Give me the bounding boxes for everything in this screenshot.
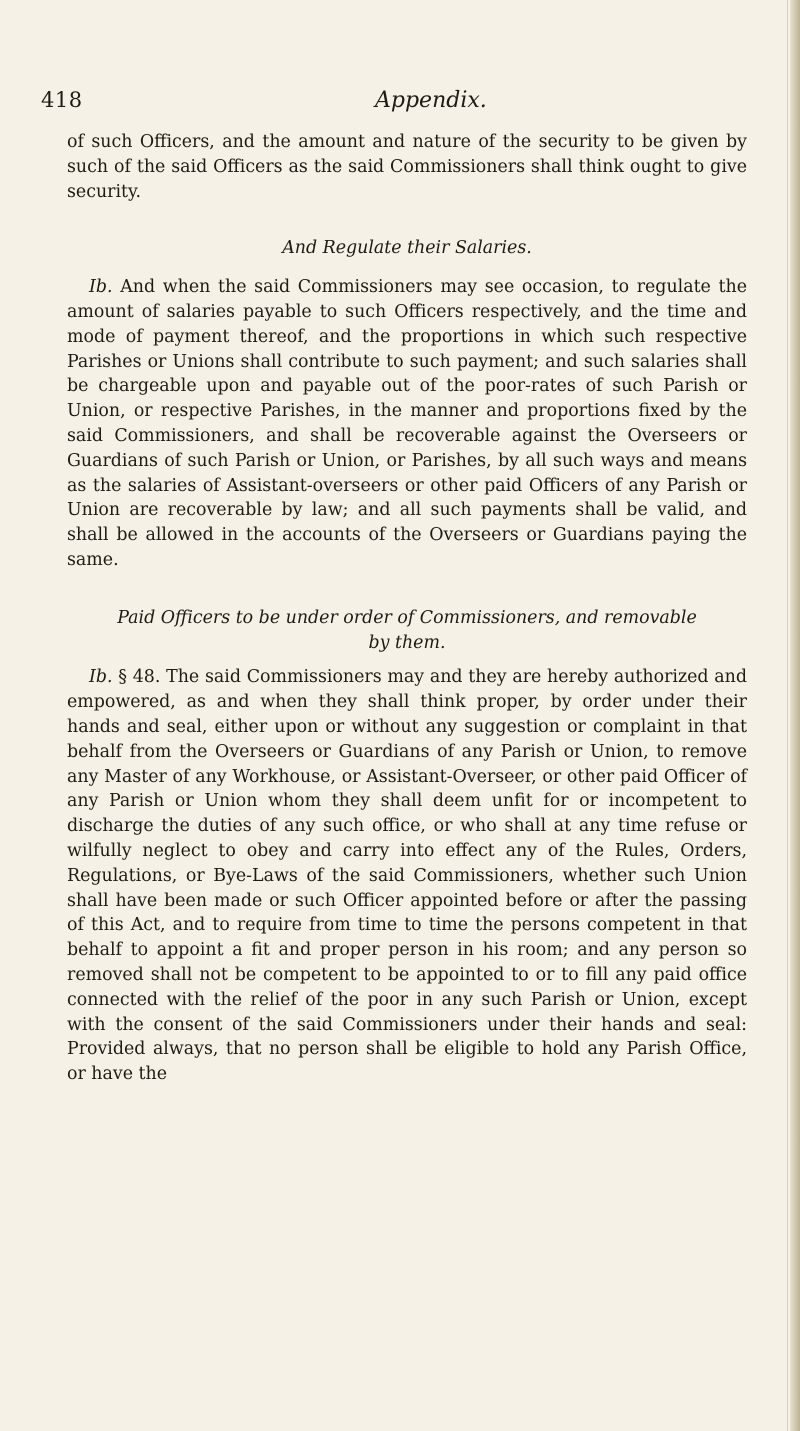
section-heading-paid-officers: Paid Officers to be under order of Commissioners, and removable by them. <box>117 607 697 653</box>
citation-ib: Ib. <box>89 667 113 688</box>
paragraph-salaries <box>67 275 747 573</box>
paragraph-removal <box>67 665 747 1087</box>
citation-ib: Ib. <box>89 277 113 298</box>
running-title: Appendix. <box>375 88 487 113</box>
page-number: 418 <box>41 88 83 112</box>
paragraph-removal-text: § 48. The said Commissioners may and they are hereby authorized and empowered, as and when they shall think proper, by order under their hands and seal, either upon or without any suggestion or complaint in that behalf from the Overseers or Guardians of any Parish or Union, to remove any Master of any Workhouse, or Assistant-Overseer, or other paid Officer of any Parish or Union whom they shall deem unfit for or incompetent to discharge the duties of any such office, or who shall at any time refuse or wilfully neglect to obey and carry into effect any of the Rules, Orders, Regulations, or Bye-Laws of the said Commissioners, whether such Union shall have been made or such Officer appointed before or after the passing of this Act, and to require from time to time the persons competent in that behalf to appoint a fit and proper person in his room; and any person so removed shall not be competent to be appointed to or to fill any paid office connected with the relief of the poor in any such Parish or Union, except with the consent of the said Commissioners under their hands and seal: Provided always, that no person shall be eligible to hold any Parish Office, or have the <box>67 667 747 1085</box>
paragraph-salaries-text: And when the said Commissioners may see occasion, to regulate the amount of salaries payable to such Officers respectively, and the time and mode of payment thereof, and the proportions in which such respective Parishes or Unions shall contribute to such payment; and such salaries shall be chargeable upon and payable out of the poor-rates of such Parish or Union, or respective Parishes, in the manner and proportions fixed by the said Commissioners, and shall be recoverable against the Overseers or Guardians of such Parish or Union, or Parishes, by all such ways and means as the salaries of Assistant-overseers or other paid Officers of any Parish or Union are recoverable by law; and all such payments shall be valid, and shall be allowed in the accounts of the Overseers or Guardians paying the same. <box>67 277 747 570</box>
paragraph-security: of such Officers, and the amount and nature of the security to be given by such of the said Officers as the said Commissioners shall think ought to give security. <box>67 132 747 202</box>
book-page <box>41 88 747 1087</box>
section-heading-salaries: And Regulate their Salaries. <box>282 238 532 259</box>
page-gutter-line <box>787 0 788 1431</box>
running-head <box>41 88 747 122</box>
page-edge <box>790 0 800 1431</box>
